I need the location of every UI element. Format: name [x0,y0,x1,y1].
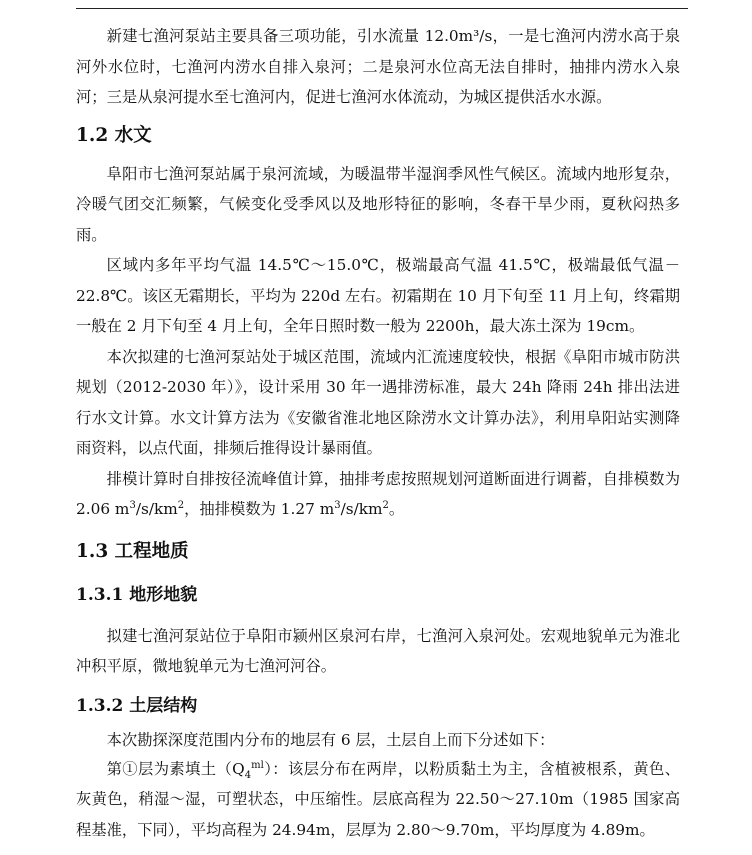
paragraph-temperature: 区域内多年平均气温 14.5℃～15.0℃，极端最高气温 41.5℃，极端最低气温－22.8℃。该区无霜期长，平均为 220d 左右。初霜期在 10 月下旬至 11 月上旬，终霜期一般在 2 月下旬至 4 月上旬，全年日照时数一般为 2200h，最大冻土深为 19cm。 [76,256,680,335]
paragraph-drainage-modulus: 排模计算时自排按径流峰值计算，抽排考虑按照规划河道断面进行调蓄，自排模数为 2.06 $m^3/s/km^2$，抽排模数为 1.27 $m^3/s/km^2$。 [76,469,680,518]
page-header-rule [76,8,688,9]
document-body [76,21,680,845]
paragraph-layer-1-fill: 第①层为素填土$(Q_4^{ml})$：该层分布在两岸，以粉质黏土为主，含植被根系，黄色、灰黄色，稍湿～湿，可塑状态，中压缩性。层底高程为 22.50～27.10m（1985 国家高程基准，下同），平均高程为 24.94m，层厚为 2.80～9.70m，平均厚度为 4.89m。 [76,759,681,839]
subsection-heading-soil-layers: 1.3.2 土层结构 [76,695,198,716]
section-heading-geology: 1.3 工程地质 [76,540,189,562]
paragraph-climate: 阜阳市七渔河泵站属于泉河流域，为暖温带半湿润季风性气候区。流域内地形复杂，冷暖气团交汇频繁，气候变化受季风以及地形特征的影响，冬春干旱少雨，夏秋闷热多雨。 [76,164,680,244]
paragraph-soil-intro: 本次勘探深度范围内分布的地层有 6 层，土层自上而下分述如下： [106,730,555,749]
paragraph-station-functions: 新建七渔河泵站主要具备三项功能，引水流量 12.0m³/s，一是七渔河内涝水高于泉河外水位时，七渔河内涝水自排入泉河；二是泉河水位高无法自排时，抽排内涝水入泉河；三是从泉河提水至七渔河内，促进七渔河水体流动，为城区提供活水水源。 [76,27,680,106]
section-heading-hydrology: 1.2 水文 [76,124,152,146]
paragraph-landform: 拟建七渔河泵站位于阜阳市颍州区泉河右岸，七渔河入泉河处。宏观地貌单元为淮北冲积平原，微地貌单元为七渔河河谷。 [76,626,680,675]
paragraph-hydrologic-calc: 本次拟建的七渔河泵站处于城区范围，流域内汇流速度较快，根据《阜阳市城市防洪规划（2012-2030 年）》，设计采用 30 年一遇排涝标准，最大 24h 降雨 24h 排出法进行水文计算。水文计算方法为《安徽省淮北地区除涝水文计算办法》，利用阜阳站实测降雨资料，以点代面，排频后推得设计暴雨值。 [76,347,680,457]
subsection-heading-landform: 1.3.1 地形地貌 [76,584,198,605]
